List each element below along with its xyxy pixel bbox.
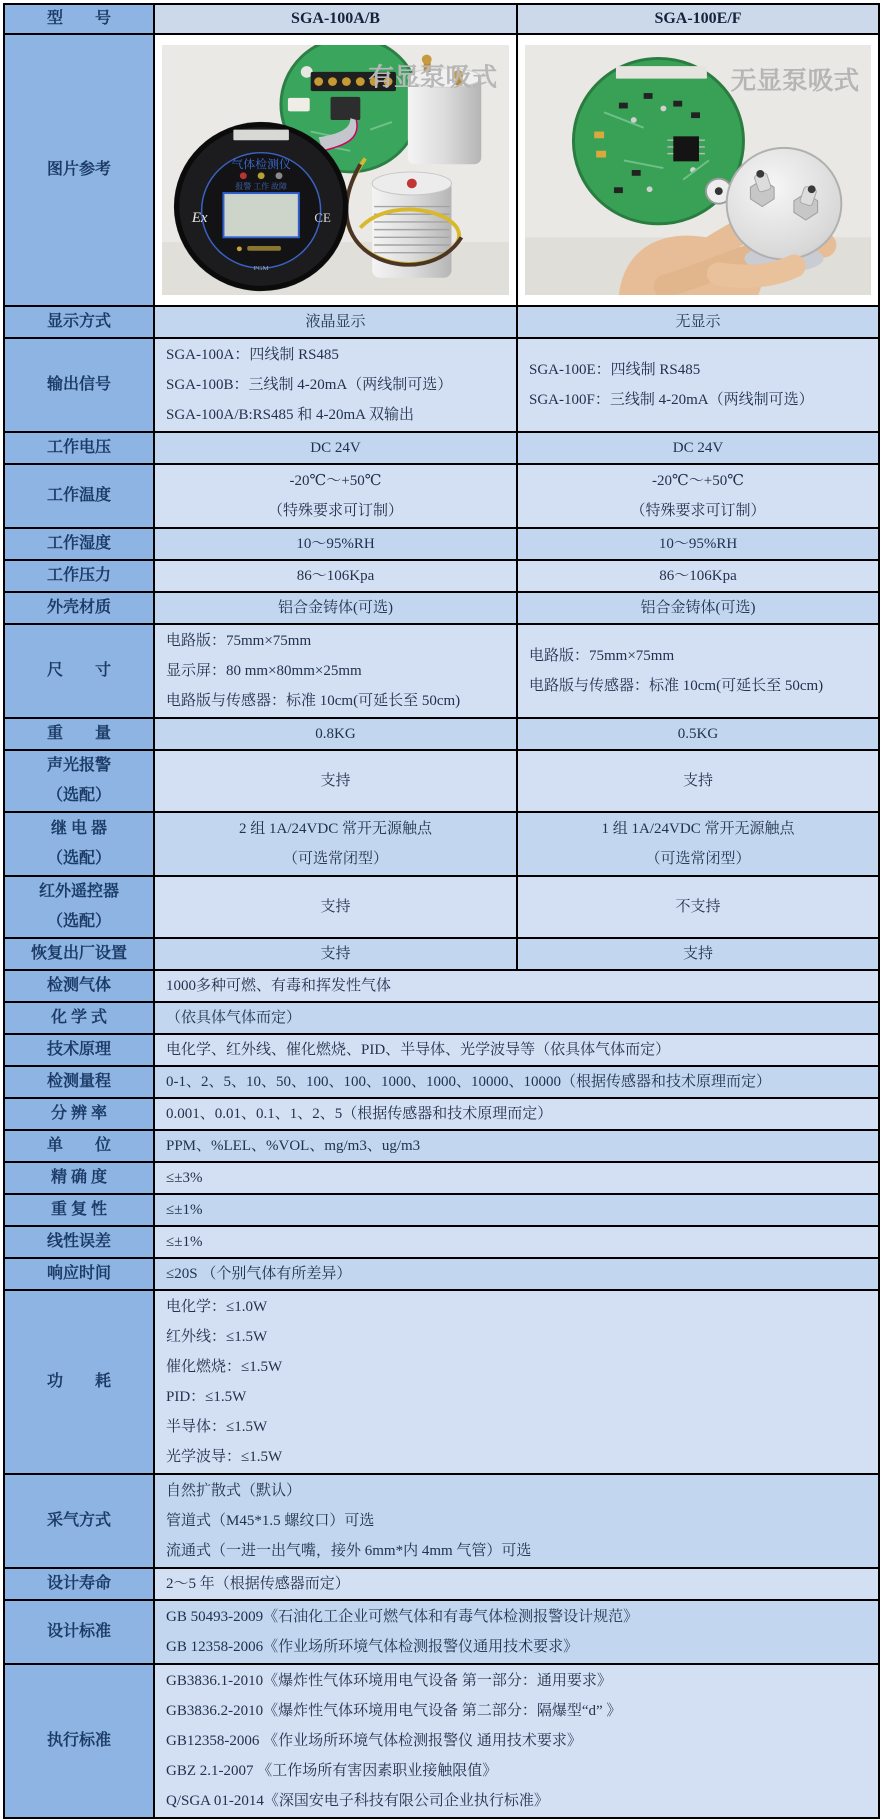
value-display-mode-a [154, 306, 517, 338]
photo-reference-text: 图片参考 [46, 161, 111, 178]
value-text: （特殊要求可订制） [267, 503, 403, 519]
label-text: 工作压力 [46, 567, 111, 584]
label-chemical-formula [4, 1002, 154, 1034]
spec-row-ir-remote [4, 876, 879, 938]
lcd-screen [223, 193, 298, 237]
label-text: （选配） [46, 850, 111, 867]
label-text: 化 学 式 [50, 1009, 107, 1026]
value-executive-standard [154, 1664, 879, 1818]
label-detection-range [4, 1066, 154, 1098]
value-output-signal-b [517, 338, 879, 432]
spec-row-repeatability [4, 1194, 879, 1226]
value-technical-principle [154, 1034, 879, 1066]
value-detection-range [154, 1066, 879, 1098]
value-text: PPM、%LEL、%VOL、mg/m3、ug/m3 [166, 1137, 421, 1154]
label-model [4, 4, 154, 34]
value-weight-a [154, 718, 517, 750]
header-row [4, 4, 879, 34]
spec-row-working-voltage [4, 432, 879, 464]
spec-row-resolution [4, 1098, 879, 1130]
photo-cell-sga-100ef [517, 34, 879, 306]
model-label-text: 型 号 [46, 10, 111, 27]
value-shell-material-b [517, 592, 879, 624]
page [0, 3, 881, 1809]
value-text: 0.5KG [677, 725, 719, 742]
value-text: GB3836.1-2010《爆炸性气体环境用电气设备 第一部分：通用要求》 [166, 1673, 612, 1689]
label-sound-light-alarm [4, 750, 154, 812]
label-text: 尺 寸 [46, 662, 111, 679]
value-working-voltage-a [154, 432, 517, 464]
value-text: 电路版与传感器：标准 10cm(可延长至 50cm) [166, 693, 461, 709]
value-text: 铝合金铸体(可选) [278, 599, 393, 616]
value-sound-light-alarm-b [517, 750, 879, 812]
spec-row-power-consumption [4, 1290, 879, 1474]
value-text: （可选常闭型） [645, 851, 751, 867]
value-text: DC 24V [672, 439, 724, 456]
value-text: 86～106Kpa [296, 567, 375, 584]
label-text: 显示方式 [46, 313, 111, 330]
label-text: 设计寿命 [46, 1575, 111, 1592]
value-output-signal-a [154, 338, 517, 432]
value-text: 0-1、2、5、10、50、100、100、1000、1000、10000、10000（根据传感器和技术原理而定） [166, 1073, 771, 1090]
spec-row-linearity-error [4, 1226, 879, 1258]
spec-row-shell-material [4, 592, 879, 624]
value-text: 2 组 1A/24VDC 常开无源触点 [239, 821, 432, 837]
value-text: 支持 [320, 898, 351, 915]
label-photo-reference [4, 34, 154, 306]
lcd-detector [174, 122, 348, 291]
label-response-time [4, 1258, 154, 1290]
value-text: 铝合金铸体(可选) [640, 599, 756, 616]
value-text: （依具体气体而定） [166, 1009, 302, 1026]
value-text: 电路版与传感器：标准 10cm(可延长至 50cm) [529, 678, 824, 694]
label-design-life [4, 1568, 154, 1600]
label-text: 分 辨 率 [50, 1105, 107, 1122]
value-unit [154, 1130, 879, 1162]
value-shell-material-a [154, 592, 517, 624]
label-text: 继 电 器 [50, 820, 107, 837]
value-relay-a [154, 812, 517, 876]
value-text: 0.001、0.01、0.1、1、2、5（根据传感器和技术原理而定） [166, 1105, 553, 1122]
spec-row-technical-principle [4, 1034, 879, 1066]
label-relay [4, 812, 154, 876]
value-factory-reset-a [154, 938, 517, 970]
pgm-label: PGM [253, 265, 269, 272]
label-text: 外壳材质 [46, 599, 111, 616]
label-text: 单 位 [46, 1137, 111, 1154]
value-text: 86～106Kpa [659, 567, 737, 584]
value-text: 支持 [682, 945, 713, 962]
label-working-humidity [4, 528, 154, 560]
spec-row-sampling-method [4, 1474, 879, 1568]
header-model-a [154, 4, 517, 34]
value-text: PID：≤1.5W [166, 1389, 247, 1405]
label-technical-principle [4, 1034, 154, 1066]
label-text: 重 量 [46, 725, 111, 742]
spec-row-working-humidity [4, 528, 879, 560]
spec-row-relay [4, 812, 879, 876]
label-text: 声光报警 [46, 757, 111, 774]
value-text: 10～95%RH [296, 535, 375, 552]
label-text: 检测气体 [46, 977, 111, 994]
spec-row-display-mode [4, 306, 879, 338]
label-text: 红外遥控器 [38, 883, 119, 900]
value-text: SGA-100F：三线制 4-20mA（两线制可选） [529, 392, 814, 408]
value-text: 1 组 1A/24VDC 常开无源触点 [601, 821, 795, 837]
value-text: Q/SGA 01-2014《深国安电子科技有限公司企业执行标准》 [166, 1793, 549, 1809]
label-shell-material [4, 592, 154, 624]
value-text: SGA-100B：三线制 4-20mA（两线制可选） [166, 377, 453, 393]
value-working-voltage-b [517, 432, 879, 464]
label-repeatability [4, 1194, 154, 1226]
value-sound-light-alarm-a [154, 750, 517, 812]
value-text: 支持 [682, 772, 713, 789]
header-model-b [517, 4, 879, 34]
label-weight [4, 718, 154, 750]
label-accuracy [4, 1162, 154, 1194]
value-text: 无显示 [675, 313, 721, 330]
value-text: 2～5 年（根据传感器而定） [166, 1575, 350, 1592]
spec-row-output-signal [4, 338, 879, 432]
value-text: 电路版：75mm×75mm [166, 633, 312, 649]
spec-row-accuracy [4, 1162, 879, 1194]
value-detected-gas [154, 970, 879, 1002]
value-ir-remote-b [517, 876, 879, 938]
value-working-temperature-a [154, 464, 517, 528]
value-ir-remote-a [154, 876, 517, 938]
value-text: 自然扩散式（默认） [166, 1483, 302, 1499]
label-linearity-error [4, 1226, 154, 1258]
value-working-humidity-b [517, 528, 879, 560]
value-text: GB12358-2006 《作业场所环境气体检测报警仪 通用技术要求》 [166, 1733, 582, 1749]
pcb-board [573, 58, 743, 223]
value-text: 电路版：75mm×75mm [529, 648, 675, 664]
spec-row-dimensions [4, 624, 879, 718]
value-response-time [154, 1258, 879, 1290]
value-chemical-formula [154, 1002, 879, 1034]
value-text: GB 12358-2006《作业场所环境气体检测报警仪通用技术要求》 [166, 1639, 579, 1655]
value-text: SGA-100E：四线制 RS485 [529, 362, 701, 378]
value-text: 支持 [320, 772, 351, 789]
value-factory-reset-b [517, 938, 879, 970]
value-text: 液晶显示 [305, 313, 366, 330]
label-text: 检测量程 [46, 1073, 111, 1090]
label-text: 采气方式 [46, 1512, 111, 1529]
product-photo-sga-100ef [525, 45, 871, 295]
value-display-mode-b [517, 306, 879, 338]
label-working-pressure [4, 560, 154, 592]
label-working-voltage [4, 432, 154, 464]
spec-row-weight [4, 718, 879, 750]
model-b-text: SGA-100E/F [654, 10, 742, 27]
value-text: 电化学、红外线、催化燃烧、PID、半导体、光学波导等（依具体气体而定） [166, 1041, 671, 1058]
device-led-labels: 报警 工作 故障 [235, 182, 287, 192]
label-text: 功 耗 [46, 1373, 111, 1390]
watermark-text-b: 无显泵吸式 [730, 67, 860, 96]
label-text: 输出信号 [46, 376, 111, 393]
label-text: 响应时间 [46, 1265, 111, 1282]
label-text: 设计标准 [46, 1623, 111, 1640]
label-output-signal [4, 338, 154, 432]
spec-row-design-life [4, 1568, 879, 1600]
value-relay-b [517, 812, 879, 876]
value-text: 半导体：≤1.5W [166, 1419, 268, 1435]
spec-row-factory-reset [4, 938, 879, 970]
value-linearity-error [154, 1226, 879, 1258]
value-design-life [154, 1568, 879, 1600]
value-text: ≤±1% [166, 1233, 203, 1250]
spec-row-working-temperature [4, 464, 879, 528]
value-sampling-method [154, 1474, 879, 1568]
spec-row-design-standard [4, 1600, 879, 1664]
value-dimensions-b [517, 624, 879, 718]
value-text: GBZ 2.1-2007 《工作场所有害因素职业接触限值》 [166, 1763, 498, 1779]
ex-mark: Ex [191, 210, 208, 226]
value-text: SGA-100A：四线制 RS485 [166, 347, 339, 363]
ce-mark: CE [314, 211, 331, 225]
value-text: 光学波导：≤1.5W [166, 1449, 283, 1465]
value-weight-b [517, 718, 879, 750]
spec-table [3, 3, 880, 1819]
value-text: -20℃～+50℃ [651, 473, 744, 489]
value-text: 流通式（一进一出气嘴，接外 6mm*内 4mm 气管）可选 [166, 1543, 532, 1559]
label-working-temperature [4, 464, 154, 528]
value-working-pressure-b [517, 560, 879, 592]
thumb [719, 266, 794, 276]
value-text: 0.8KG [315, 725, 356, 742]
value-design-standard [154, 1600, 879, 1664]
spec-row-executive-standard [4, 1664, 879, 1818]
value-text: 1000多种可燃、有毒和挥发性气体 [166, 977, 392, 994]
label-unit [4, 1130, 154, 1162]
spec-row-chemical-formula [4, 1002, 879, 1034]
value-text: -20℃～+50℃ [289, 473, 382, 489]
value-text: （可选常闭型） [282, 851, 388, 867]
value-dimensions-a [154, 624, 517, 718]
value-text: 红外线：≤1.5W [166, 1329, 268, 1345]
label-dimensions [4, 624, 154, 718]
model-a-text: SGA-100A/B [291, 10, 380, 27]
label-text: 工作湿度 [46, 535, 111, 552]
label-ir-remote [4, 876, 154, 938]
value-accuracy [154, 1162, 879, 1194]
value-text: GB 50493-2009《石油化工企业可燃气体和有毒气体检测报警设计规范》 [166, 1609, 639, 1625]
value-text: ≤±1% [166, 1201, 203, 1218]
value-resolution [154, 1098, 879, 1130]
watermark-text-a: 有显泵吸式 [368, 63, 498, 92]
spec-row-working-pressure [4, 560, 879, 592]
value-text: DC 24V [310, 439, 361, 456]
label-text: 精 确 度 [50, 1169, 107, 1186]
spec-row-sound-light-alarm [4, 750, 879, 812]
spec-row-detected-gas [4, 970, 879, 1002]
value-power-consumption [154, 1290, 879, 1474]
value-text: 不支持 [675, 898, 721, 915]
label-text: 执行标准 [46, 1732, 111, 1749]
value-text: 催化燃烧：≤1.5W [166, 1359, 283, 1375]
value-text: 管道式（M45*1.5 螺纹口）可选 [166, 1513, 375, 1529]
label-text: （选配） [46, 787, 111, 804]
label-text: 恢复出厂设置 [30, 945, 127, 962]
label-sampling-method [4, 1474, 154, 1568]
label-factory-reset [4, 938, 154, 970]
label-power-consumption [4, 1290, 154, 1474]
label-text: （选配） [46, 913, 111, 930]
spec-row-response-time [4, 1258, 879, 1290]
photo-row [4, 34, 879, 306]
value-working-humidity-a [154, 528, 517, 560]
spec-row-unit [4, 1130, 879, 1162]
product-photo-sga-100ab [162, 45, 509, 295]
value-text: 显示屏：80 mm×80mm×25mm [166, 663, 362, 679]
label-executive-standard [4, 1664, 154, 1818]
value-working-pressure-a [154, 560, 517, 592]
value-working-temperature-b [517, 464, 879, 528]
value-text: 支持 [320, 945, 351, 962]
label-resolution [4, 1098, 154, 1130]
value-text: ≤±3% [166, 1169, 203, 1186]
value-text: SGA-100A/B:RS485 和 4-20mA 双输出 [166, 407, 414, 423]
label-text: 线性误差 [46, 1233, 111, 1250]
spec-row-detection-range [4, 1066, 879, 1098]
label-display-mode [4, 306, 154, 338]
photo-cell-sga-100ab [154, 34, 517, 306]
label-text: 工作电压 [46, 439, 111, 456]
value-text: 电化学：≤1.0W [166, 1299, 268, 1315]
value-repeatability [154, 1194, 879, 1226]
label-design-standard [4, 1600, 154, 1664]
label-detected-gas [4, 970, 154, 1002]
label-text: 重 复 性 [50, 1201, 107, 1218]
value-text: ≤20S （个别气体有所差异） [166, 1265, 352, 1282]
label-text: 技术原理 [46, 1041, 111, 1058]
value-text: （特殊要求可订制） [630, 503, 766, 519]
value-text: 10～95%RH [658, 535, 738, 552]
value-text: GB3836.2-2010《爆炸性气体环境用电气设备 第二部分：隔爆型“d” 》 [166, 1703, 622, 1719]
device-title-text: 气体检测仪 [231, 158, 291, 172]
label-text: 工作温度 [46, 487, 111, 504]
